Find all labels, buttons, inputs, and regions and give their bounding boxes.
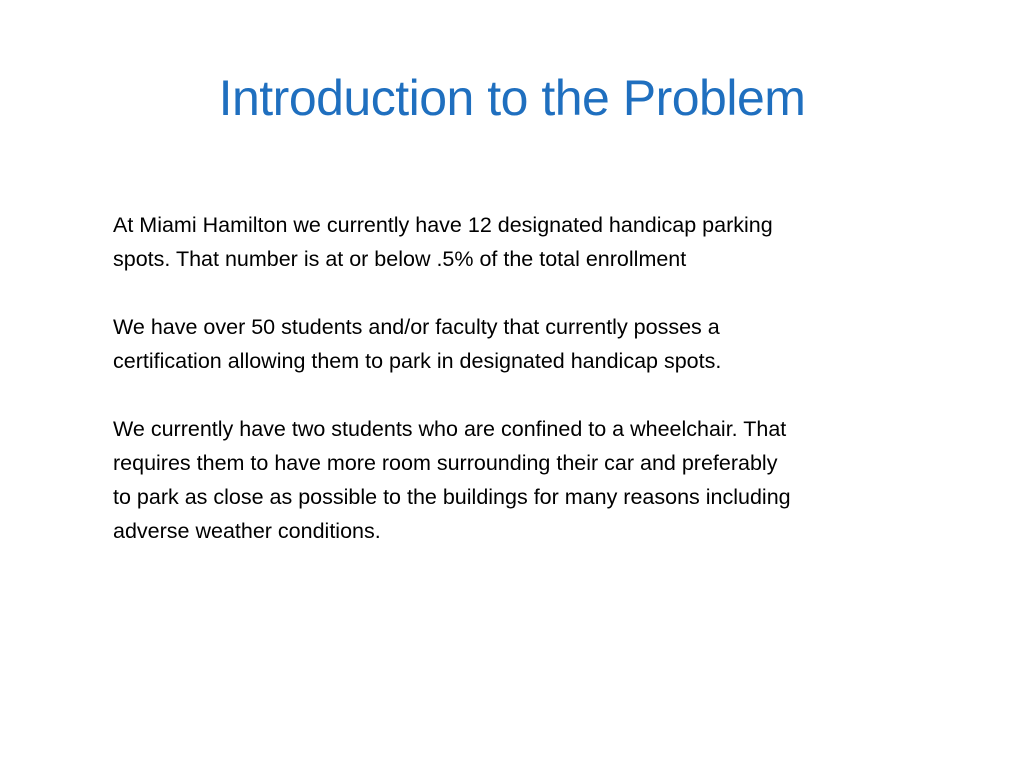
paragraph-certified-users: We have over 50 students and/or faculty that currently posses a certification allowing them to park in designated handicap spots.: [113, 315, 722, 373]
paragraph-parking-spots: At Miami Hamilton we currently have 12 designated handicap parking spots. That number is at or below .5% of the total enrollment: [113, 213, 773, 271]
slide-title: Introduction to the Problem: [218, 70, 806, 126]
slide-body: [113, 208, 953, 548]
paragraph-wheelchair-users: We currently have two students who are confined to a wheelchair. That requires them to have more room surrounding their car and preferably to park as close as possible to the buildings for many reasons including adverse weather conditions.: [113, 417, 791, 543]
